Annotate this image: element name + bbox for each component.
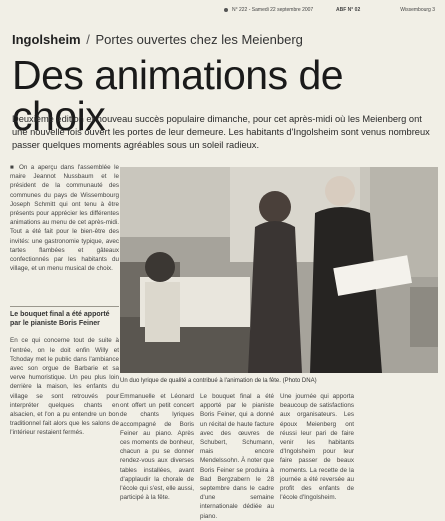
source-label: ABF N° 02 [336, 7, 361, 13]
sidebar-column [10, 163, 119, 273]
bullet-icon [224, 8, 228, 12]
kicker-town: Ingolsheim [12, 32, 81, 47]
photo-caption: Un duo lyrique de qualité a contribué à l'animation de la fête. (Photo DNA) [120, 378, 317, 384]
kicker-separator: / [86, 32, 90, 47]
column-paragraph: Une journée qui apporta beaucoup de satisfactions aux organisateurs. Les époux Meienberg ont réussi leur pari de faire venir les habitants d'Ingolsheim pour leur faire passer de beaux moments. La recette de la journée a été reversée au profit des enfants de l'école d'Ingolsheim. [280, 393, 354, 502]
article-column-2 [200, 392, 274, 521]
issue-date: N° 222 - Samedi 22 septembre 2007 [232, 7, 314, 13]
lead-paragraph: Deuxième édition et nouveau succès populaire dimanche, pour cet après-midi où les Meienberg ont une nouvelle fois ouvert les portes de leur demeure. Les habitants d'Ingolsheim sont venus nombreux passer quelques moments agréables sous un soleil radieux. [12, 114, 430, 150]
sidebar-paragraph: ■ On a aperçu dans l'assemblée le maire Jeannot Nussbaum et le président de la communauté des communes du pays de Wissembourg Joseph Schmitt qui ont tenu à être présents pour apprécier les différentes animations au menu de cet après-midi. Tout a été fait pour le bien-être des invités: une gastronomie typique, avec tartes flambées et gâteaux confectionnés par les habitants du village, et un menu musical de choix. [10, 164, 119, 273]
section-label: Wissembourg 3 [400, 7, 435, 13]
photo-illustration [120, 167, 438, 373]
article-photo [120, 167, 438, 373]
article-kicker [12, 32, 303, 47]
sidebar-paragraph-2: En ce qui concerne tout de suite à l'entrée, on le doit enfin Willy et Tchoday met le public dans l'ambiance avec son orgue de Barbarie et sa verve humoristique. Un peu plus loin derrière la maison, les enfants du village se sont retrouvés pour interpréter quelques chants en alsacien, et l'on a pu entendre un bon traditionnel fait alors que les salons de l'intérieur restaient fermés. [10, 337, 119, 437]
article-column-3 [280, 392, 354, 502]
headline: Des animations de choix [12, 52, 344, 139]
column-paragraph: Emmanuelle et Léonard ont offert un petit concert de chants lyriques accompagné de Boris Feiner au piano. Après ces moments de bonheur, chacun a pu se donner rendez-vous aux diverses tables installées, avant d'applaudir la chorale de l'école qui s'est, elle aussi, participé à la fête. [120, 393, 194, 502]
page-header [0, 0, 445, 18]
kicker-event: Portes ouvertes chez les Meienberg [95, 32, 303, 47]
box-title: Le bouquet final a été apporté par le pianiste Boris Feiner [10, 306, 119, 328]
article-column-1 [120, 392, 194, 502]
column-paragraph: Le bouquet final a été apporté par le pianiste Boris Feiner, qui a donné un récital de haute facture avec des œuvres de Schubert, Schumann, mais encore Mendelssohn. À noter que Boris Feiner se produira à Bad Bergzabern le 28 septembre dans le cadre d'une semaine internationale dédiée au piano. [200, 393, 274, 520]
sidebar-column-2 [10, 330, 119, 444]
